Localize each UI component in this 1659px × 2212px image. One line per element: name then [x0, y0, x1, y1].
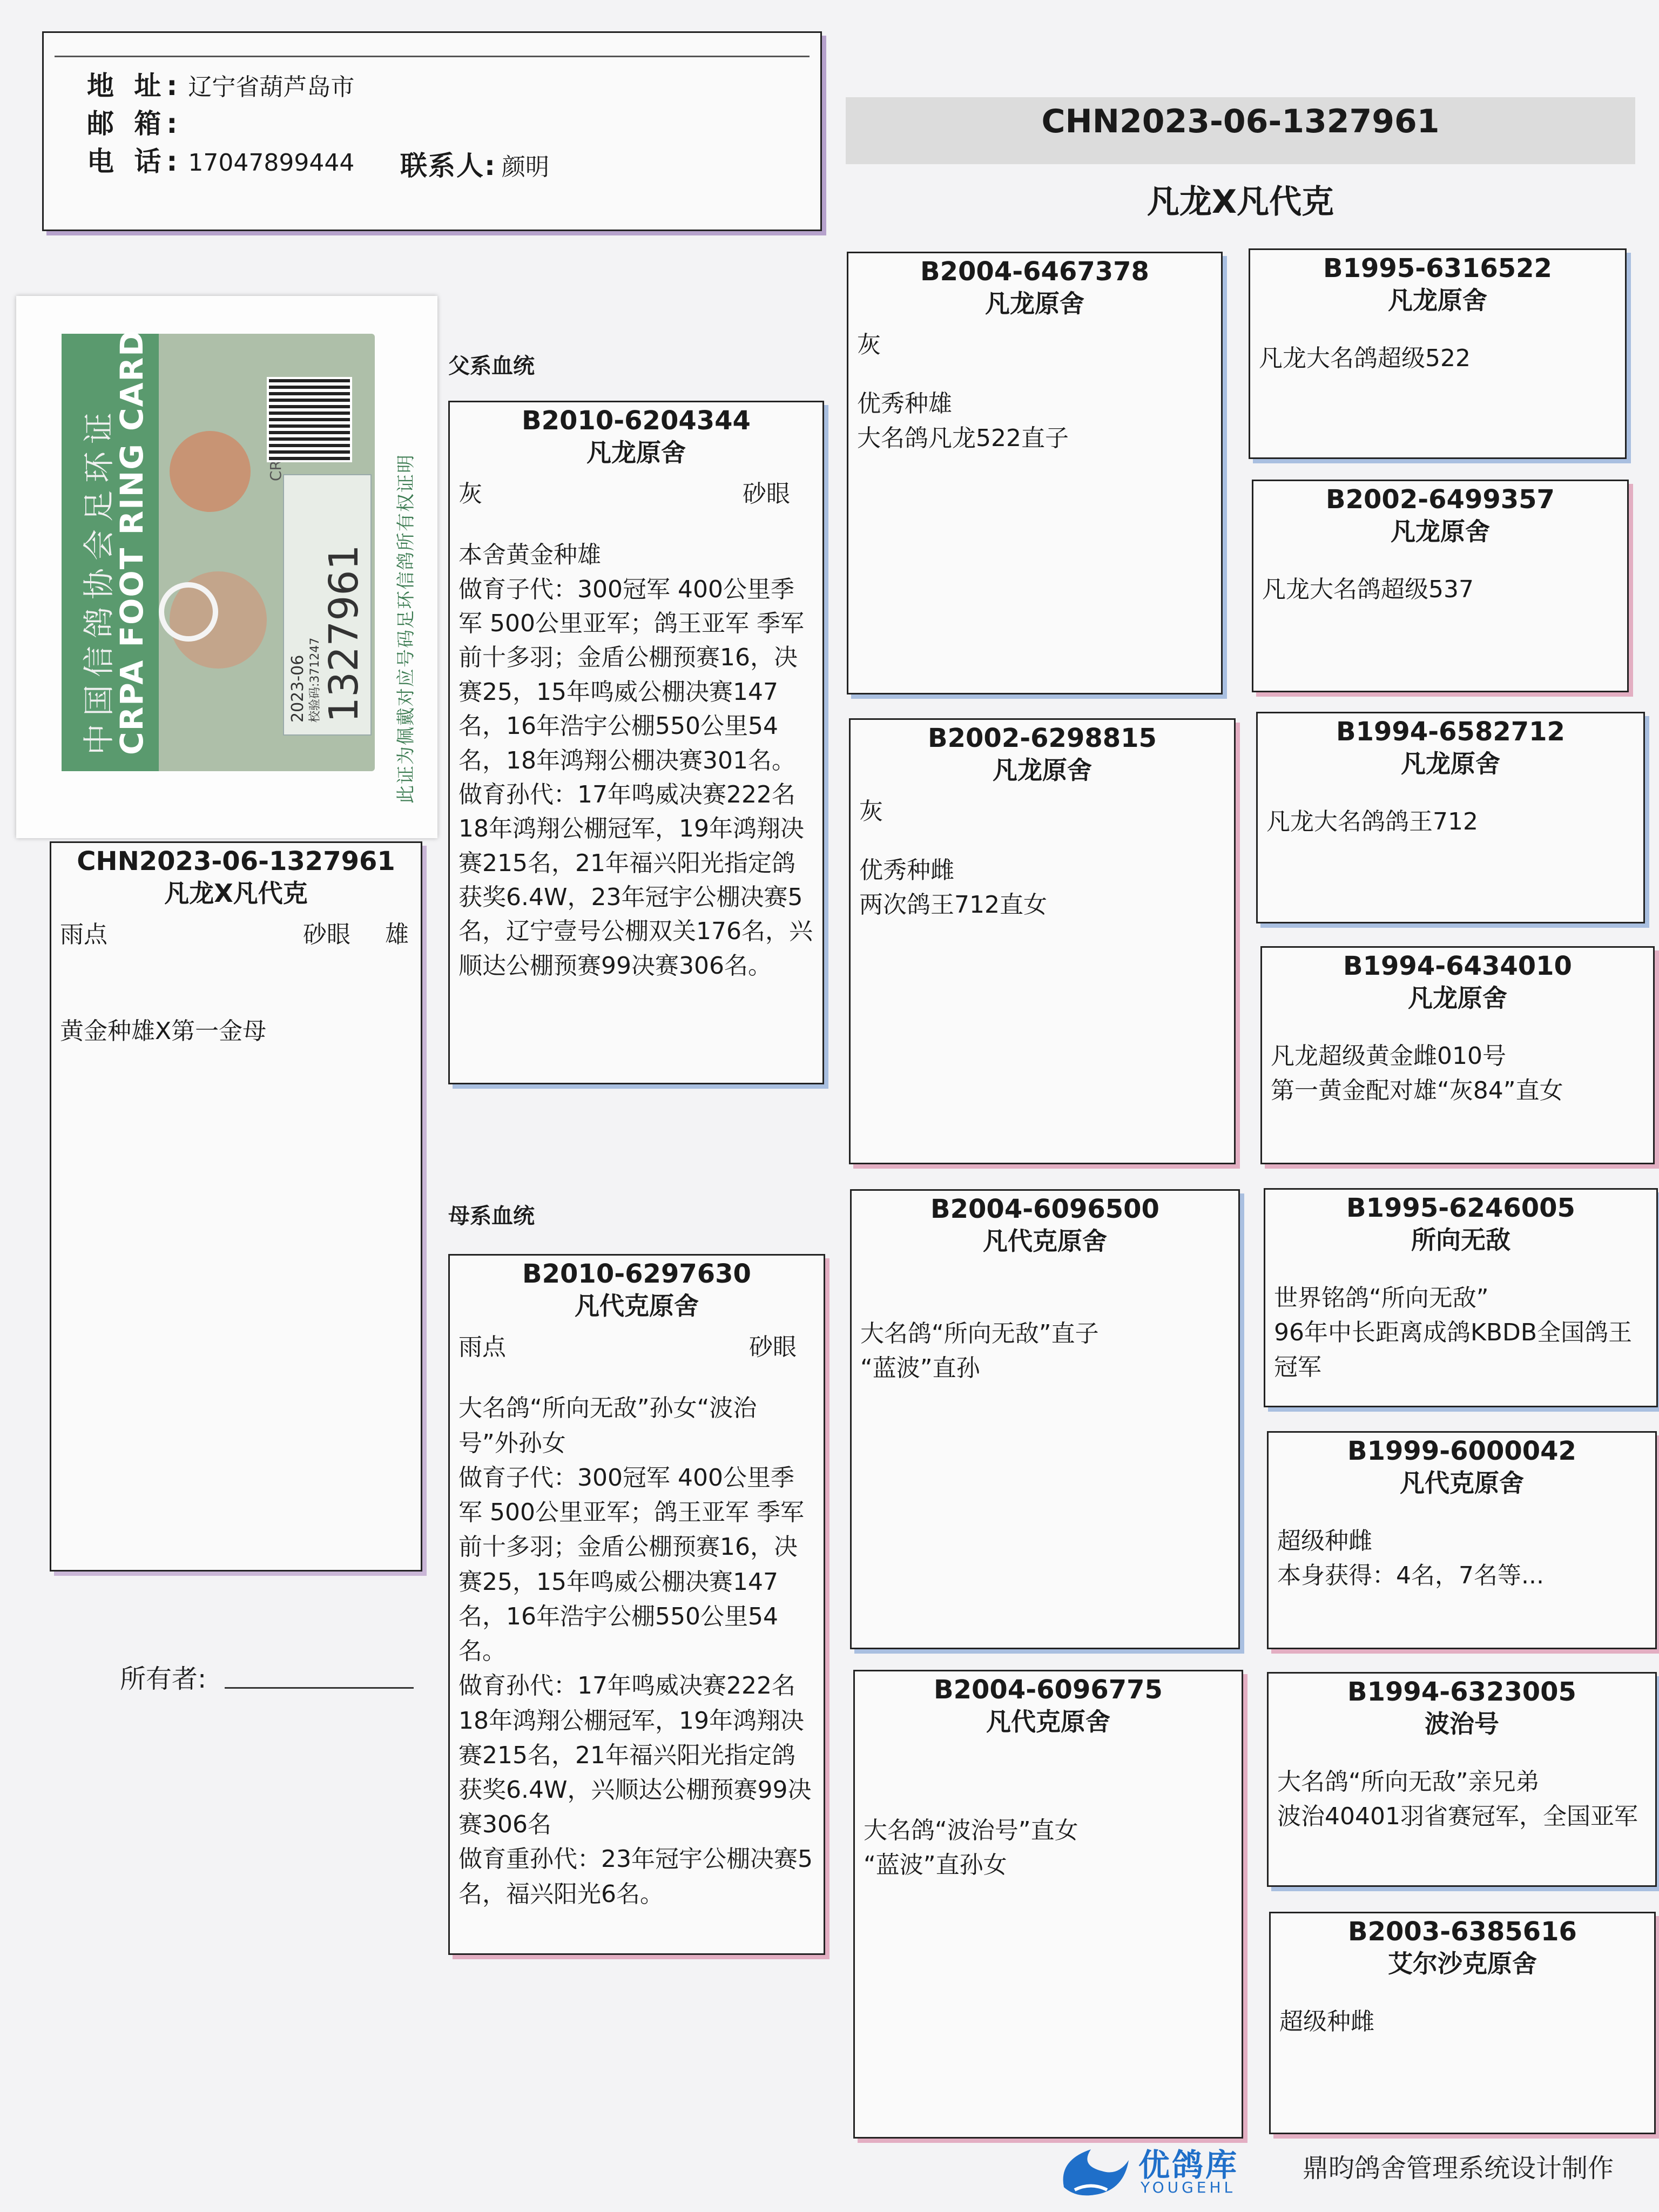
address-value: 辽宁省葫芦岛市 — [188, 73, 355, 101]
gp-dd-description: 大名鸽“波治号”直女 “蓝波”直孙女 — [864, 1817, 1078, 1879]
phone-label: 电 话: — [87, 146, 183, 177]
contact-person-label: 联系人: — [400, 150, 496, 181]
ggp-card-7 — [1267, 1672, 1657, 1887]
contact-divider — [55, 56, 810, 57]
bird-traits — [60, 915, 421, 949]
gp-sd-loft: 凡龙原舍 — [993, 755, 1092, 785]
brand-slogan: 鼎昀鸽舍管理系统设计制作 — [1303, 2153, 1614, 2183]
ggp-card-8 — [1269, 1912, 1656, 2134]
bird-description: 黄金种雄X第一金母 — [60, 1017, 267, 1046]
gp-sd-color: 灰 — [859, 798, 883, 826]
gp-dd-ring-id: B2004-6096775 — [934, 1675, 1163, 1705]
sire-description: 本舍黄金种雄 做育子代：300冠军 400公里季军 500公里亚军；鸽王亚军 季军前十多羽；金盾公棚预赛16，决赛25，15年鸣威公棚决赛147名，16年浩宇公棚550公里54名，18年鸿翔公棚决赛301名。 做育孙代：17年鸣威决赛222名 18年鸿翔公棚冠军，19年鸿翔决赛215名，21年福兴阳光指定鸽获奖6.4W，23年冠宇公棚决赛5名，辽宁壹号公棚双关176名，兴顺达公棚预赛99决赛306名。 — [458, 541, 813, 980]
header-title: 凡龙X凡代克 — [1147, 183, 1334, 221]
header-ring-id: CHN2023-06-1327961 — [1041, 103, 1440, 140]
gp-sd-description: 优秀种雌 两次鸽王712直女 — [859, 857, 1047, 919]
bird-card — [50, 841, 422, 1572]
sire-color: 灰 — [458, 480, 482, 508]
ggp-8-loft: 艾尔沙克原舍 — [1388, 1948, 1537, 1978]
dam-eye: 砂眼 — [749, 1333, 797, 1361]
brand-footer — [1053, 2139, 1647, 2203]
ring-emblem-icon — [159, 582, 218, 642]
gp-sd-ring-id: B2002-6298815 — [928, 723, 1157, 753]
dam-ring-id: B2010-6297630 — [522, 1259, 751, 1289]
brand-name-en: YOUGEHL — [1141, 2179, 1236, 2196]
sire-ring-id: B2010-6204344 — [522, 406, 751, 436]
ggp-2-loft: 凡龙原舍 — [1391, 516, 1490, 546]
ggp-4-description: 凡龙超级黄金雌010号 第一黄金配对雄“灰84”直女 — [1271, 1042, 1563, 1105]
ggp-5-loft: 所向无敌 — [1411, 1225, 1510, 1255]
ring-card-notice: 此证为佩戴对应号码足环信鸽所有权证明 — [395, 454, 417, 804]
gp-ds-ring-id: B2004-6096500 — [930, 1194, 1159, 1224]
foot-ring-card — [16, 296, 437, 838]
ggp-8-ring-id: B2003-6385616 — [1348, 1917, 1577, 1947]
sire-loft: 凡龙原舍 — [586, 437, 686, 467]
dam-card — [448, 1254, 825, 1955]
ggp-card-5 — [1264, 1188, 1658, 1407]
owner-signature-line — [225, 1687, 414, 1689]
granddam-dam-card — [853, 1670, 1243, 2139]
sire-eye: 砂眼 — [743, 480, 790, 508]
ggp-card-2 — [1252, 480, 1629, 692]
gp-ss-loft: 凡龙原舍 — [985, 288, 1084, 318]
dam-description: 大名鸽“所向无敌”孙女“波治号”外孙女 做育子代：300冠军 400公里季军 500公里亚军；鸽王亚军 季军前十多羽；金盾公棚预赛16，决赛25，15年鸣威公棚决赛147名，16年浩宇公棚550公里54名。 做育孙代：17年鸣威决赛222名 18年鸿翔公棚冠军，19年鸿翔决赛215名，21年福兴阳光指定鸽获奖6.4W，兴顺达公棚预赛99决赛306名 做育重孙代：23年冠宇公棚决赛5名，福兴阳光6名。 — [458, 1394, 813, 1908]
ggp-card-4 — [1260, 946, 1655, 1164]
phone-value: 17047899444 — [188, 149, 355, 177]
mailbox-row — [87, 102, 183, 141]
granddam-sire-card — [849, 718, 1236, 1164]
ggp-2-description: 凡龙大名鸽超级537 — [1262, 576, 1474, 604]
ggp-1-ring-id: B1995-6316522 — [1323, 253, 1552, 284]
dam-line-label: 母系血统 — [448, 1204, 535, 1229]
bird-name: 凡龙X凡代克 — [164, 878, 308, 908]
ggp-4-loft: 凡龙原舍 — [1408, 983, 1507, 1013]
yougehl-logo-icon — [1053, 2139, 1134, 2203]
ring-card-english: CRPA FOOT RING CARD — [113, 329, 150, 755]
ggp-8-description: 超级种雌 — [1279, 2008, 1374, 2036]
ring-card-face — [62, 329, 417, 804]
ggp-6-description: 超级种雌 本身获得：4名，7名等... — [1277, 1527, 1544, 1590]
owner-label: 所有者: — [120, 1664, 207, 1694]
ggp-3-loft: 凡龙原舍 — [1401, 748, 1500, 778]
gp-ds-description: 大名鸽“所向无敌”直子 “蓝波”直孙 — [860, 1320, 1099, 1382]
bird-sex: 雄 — [385, 921, 409, 949]
ggp-7-ring-id: B1994-6323005 — [1347, 1677, 1576, 1707]
ggp-4-ring-id: B1994-6434010 — [1343, 951, 1572, 981]
ggp-7-loft: 波治号 — [1425, 1709, 1499, 1738]
ggp-3-description: 凡龙大名鸽鸽王712 — [1266, 808, 1478, 836]
contact-person-row — [400, 144, 549, 183]
contact-person-value: 颜明 — [502, 153, 549, 181]
crpa-logo-icon — [170, 431, 251, 512]
gp-dd-loft: 凡代克原舍 — [986, 1707, 1110, 1736]
address-row — [87, 64, 354, 103]
brand-name-cn: 优鸽库 — [1138, 2147, 1239, 2183]
bird-ring-id: CHN2023-06-1327961 — [77, 846, 395, 876]
bird-color: 雨点 — [60, 921, 107, 949]
dam-color: 雨点 — [458, 1333, 506, 1361]
ring-card-association: 中国信鸽协会足环证 — [80, 404, 117, 755]
ggp-5-description: 世界铭鸽“所向无敌” 96年中长距离成鸽KBDB全国鸽王冠军 — [1274, 1284, 1633, 1381]
qr-code-icon — [267, 377, 352, 462]
ggp-5-ring-id: B1995-6246005 — [1346, 1193, 1575, 1223]
ggp-7-description: 大名鸽“所向无敌”亲兄弟 波治40401羽省赛冠军，全国亚军 — [1277, 1768, 1638, 1831]
ggp-1-description: 凡龙大名鸽超级522 — [1259, 345, 1471, 373]
ggp-1-loft: 凡龙原舍 — [1388, 285, 1487, 315]
gp-ss-ring-id: B2004-6467378 — [920, 257, 1149, 287]
ggp-6-loft: 凡代克原舍 — [1400, 1468, 1524, 1498]
ggp-card-1 — [1249, 248, 1627, 459]
ggp-card-3 — [1256, 712, 1645, 923]
grandsire-dam-card — [850, 1189, 1240, 1649]
grandsire-sire-card — [847, 252, 1223, 694]
ggp-6-ring-id: B1999-6000042 — [1347, 1436, 1576, 1466]
gp-ds-loft: 凡代克原舍 — [983, 1226, 1107, 1256]
gp-ss-color: 灰 — [857, 331, 881, 359]
mailbox-label: 邮 箱: — [87, 108, 183, 139]
address-label: 地 址: — [87, 70, 183, 102]
sire-card — [448, 401, 824, 1084]
dam-traits — [458, 1327, 824, 1362]
gp-ss-description: 优秀种雄 大名鸽凡龙522直子 — [857, 390, 1069, 453]
contact-card — [42, 31, 822, 231]
ggp-3-ring-id: B1994-6582712 — [1336, 717, 1565, 747]
sire-line-label: 父系血统 — [448, 354, 535, 379]
sire-traits — [458, 474, 822, 509]
ring-number: 1327961 — [321, 544, 367, 723]
phone-row — [87, 140, 354, 179]
ggp-card-6 — [1267, 1431, 1657, 1649]
bird-eye: 砂眼 — [303, 921, 350, 949]
ring-check-code: 校验码:371247 — [308, 637, 322, 723]
ggp-2-ring-id: B2002-6499357 — [1326, 484, 1555, 515]
dam-loft: 凡代克原舍 — [575, 1291, 699, 1320]
ring-year-code: 2023-06 — [288, 655, 307, 723]
